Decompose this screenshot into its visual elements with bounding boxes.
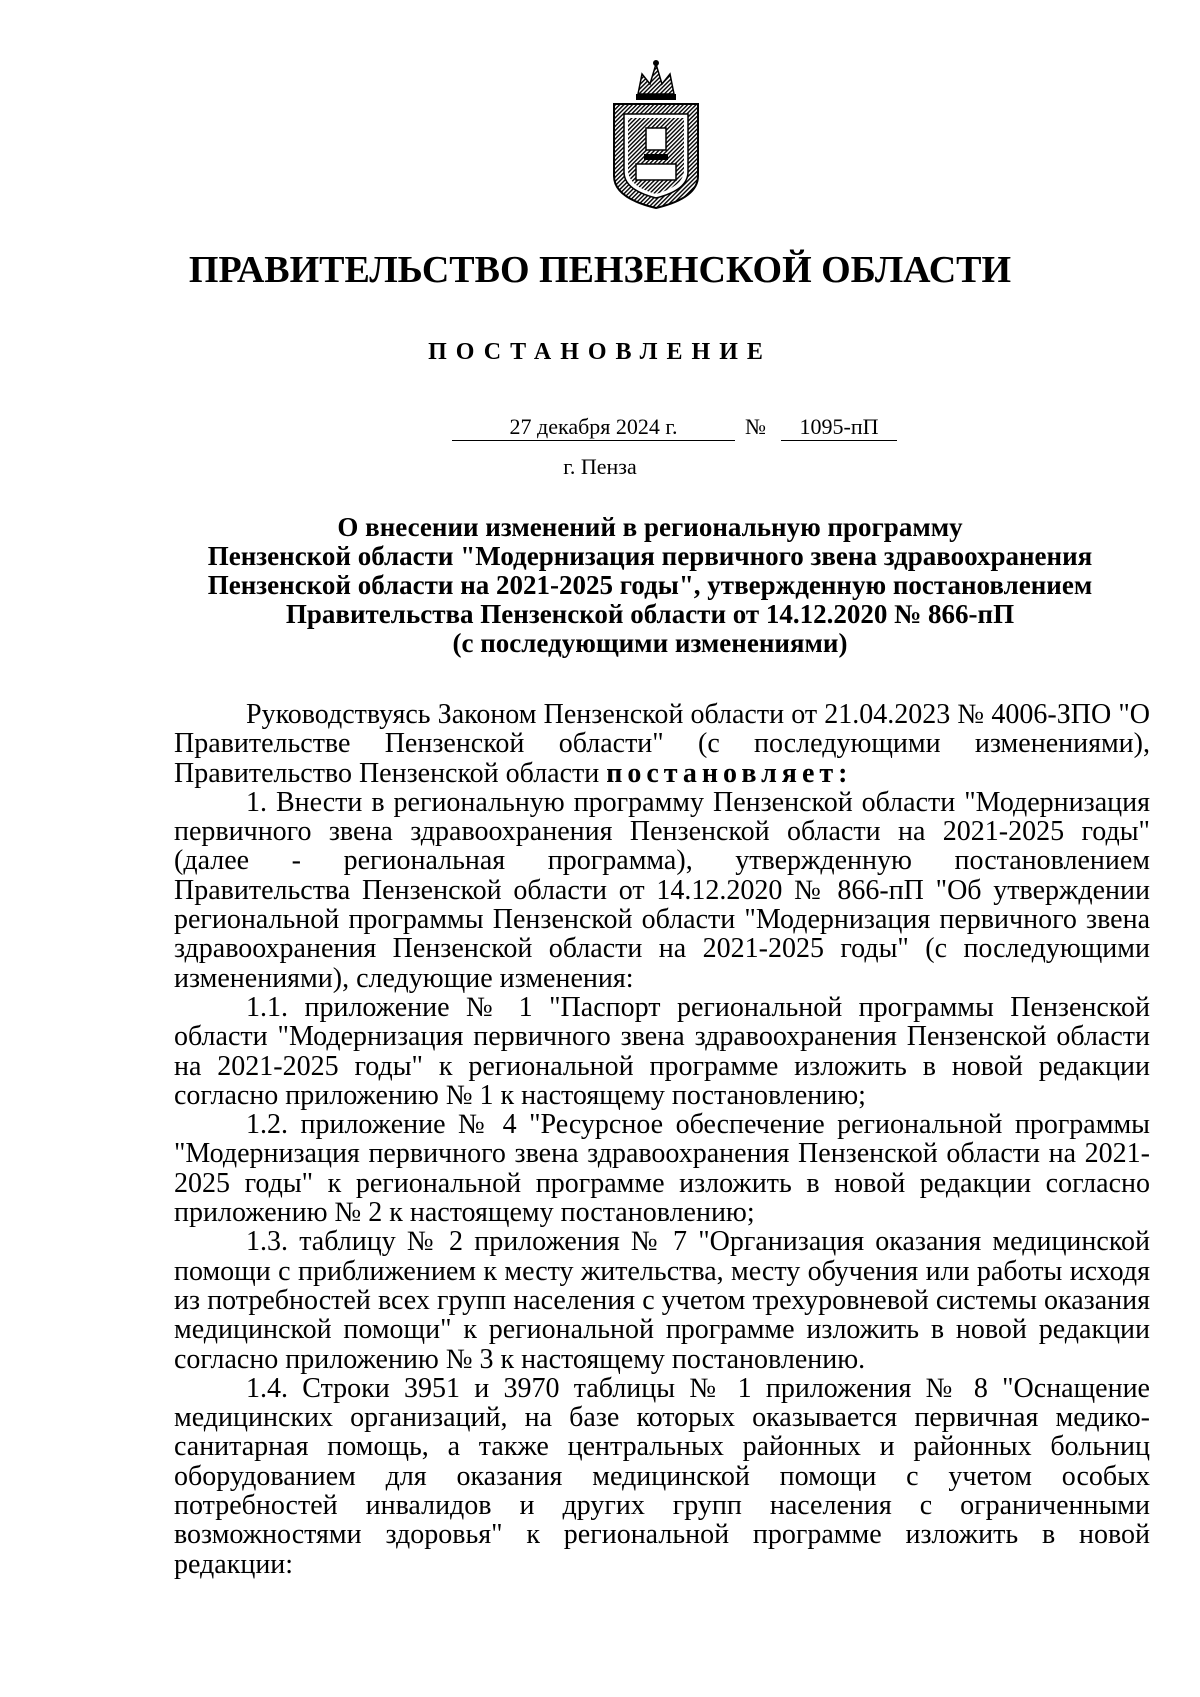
subject-line: Пензенской области на 2021-2025 годы", утвержденную постановлением bbox=[207, 570, 1093, 600]
coat-of-arms-icon bbox=[606, 58, 706, 212]
preamble-text: Руководствуясь Законом Пензенской области от 21.04.2023 № 4006-ЗПО "О Правительстве Пензенской области" (с последующими изменениями), Правительство Пензенской области bbox=[174, 699, 1150, 789]
preamble-paragraph bbox=[174, 700, 1150, 788]
body-paragraph: 1.4. Строки 3951 и 3970 таблицы № 1 приложения № 8 "Оснащение медицинских организаций, на базе которых оказывается первичная медико-санитарная помощь, а также центральных районных и районных больниц оборудованием для оказания медицинской помощи с учетом особых потребностей инвалидов и других групп населения с ограниченными возможностями здоровья" к региональной программе изложить в новой редакции: bbox=[174, 1372, 1150, 1580]
document-body bbox=[174, 700, 1150, 1579]
preamble-verb: постановляет: bbox=[606, 757, 853, 789]
subject-line: (с последующими изменениями) bbox=[452, 628, 848, 658]
body-paragraph: 1. Внести в региональную программу Пензенской области "Модернизация первичного звена здравоохранения Пензенской области на 2021-2025 годы" (далее - региональная программа), утвержденную постановлением Правительства Пензенской области от 14.12.2020 № 866-пП "Об утверждении региональной программы Пензенской области "Модернизация первичного звена здравоохранения Пензенской области на 2021-2025 годы" (с последующими изменениями), следующие изменения: bbox=[174, 786, 1150, 994]
document-city: г. Пенза bbox=[563, 454, 637, 479]
body-paragraph: 1.3. таблицу № 2 приложения № 7 "Организация оказания медицинской помощи с приближением к месту жительства, месту обучения или работы исходя из потребностей всех групп населения с учетом трехуровневой системы оказания медицинской помощи" к региональной программе изложить в новой редакции согласно приложению № 3 к настоящему постановлению. bbox=[174, 1226, 1150, 1375]
subject-line: Правительства Пензенской области от 14.12.2020 № 866-пП bbox=[285, 599, 1015, 629]
subject-line: О внесении изменений в региональную программу bbox=[337, 512, 963, 542]
number-sign: № bbox=[745, 414, 766, 439]
body-paragraph: 1.2. приложение № 4 "Ресурсное обеспечение региональной программы "Модернизация первичного звена здравоохранения Пензенской области на 2021-2025 годы" к региональной программе изложить в новой редакции согласно приложению № 2 к настоящему постановлению; bbox=[174, 1109, 1150, 1229]
document-subject bbox=[160, 513, 1140, 658]
body-paragraph: 1.1. приложение № 1 "Паспорт региональной программы Пензенской области "Модернизация первичного звена здравоохранения Пензенской области на 2021-2025 годы" к региональной программе изложить в новой редакции согласно приложению № 1 к настоящему постановлению; bbox=[174, 991, 1150, 1111]
subject-line: Пензенской области "Модернизация первичного звена здравоохранения bbox=[207, 541, 1093, 571]
document-type: ПОСТАНОВЛЕНИЕ bbox=[428, 339, 772, 365]
document-number: 1095-пП bbox=[781, 413, 897, 441]
document-date: 27 декабря 2024 г. bbox=[452, 413, 735, 441]
organization-title: ПРАВИТЕЛЬСТВО ПЕНЗЕНСКОЙ ОБЛАСТИ bbox=[188, 249, 1012, 291]
